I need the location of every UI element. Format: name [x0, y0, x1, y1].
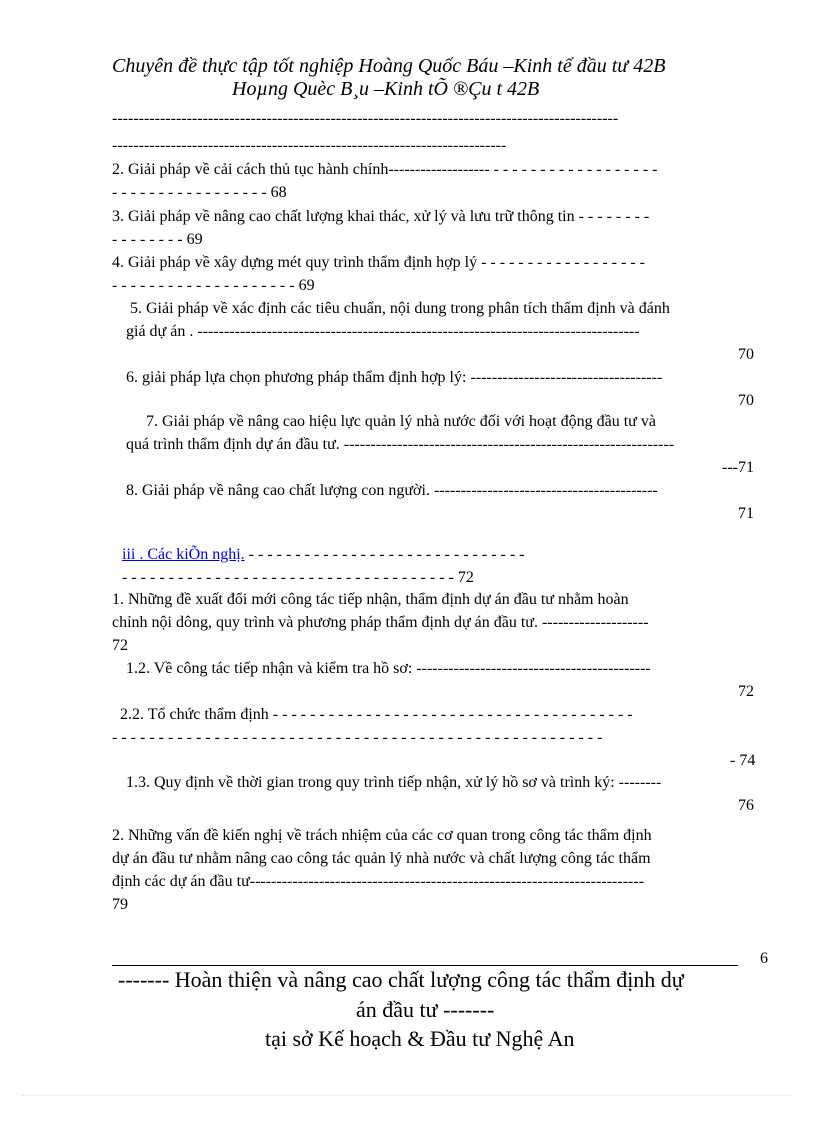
toc-entry-4: 4. Giải pháp về xây dựng mét quy trình thẩm định hợp lý - - - - - - - - - - - - - - - - - - — [112, 254, 645, 271]
toc-entry-2: 2. Giải pháp về cải cách thủ tục hành chính------------------- - - - - - - - - - - - - - - - - - - — [112, 161, 658, 178]
toc-entry-4-page: - - - - - - - - - - - - - - - - - - - - 69 — [112, 277, 315, 294]
toc-entry-5-cont: giá dự án . ----------------------------------------------------------------------------------- — [126, 323, 640, 340]
toc-kiennghi-1-2: 1.2. Về công tác tiếp nhận và kiểm tra hồ sơ: -------------------------------------------- — [126, 660, 651, 677]
section-iii-link[interactable]: iii . Các kiÕn nghị. — [122, 546, 245, 563]
page-number: 6 — [760, 950, 768, 967]
header-rule-2: -------------------------------------------------------------------------- — [112, 137, 507, 154]
header-title-line-encoded: Hoµng Quèc B¸u –Kinh tÕ ®Çu t 42B — [232, 78, 540, 100]
toc-entry-8: 8. Giải pháp về nâng cao chất lượng con người. ------------------------------------------ — [126, 482, 658, 499]
toc-entry-7-page: ---71 — [722, 459, 754, 476]
toc-kiennghi-2-cont2: định các dự án đầu tư-------------------------------------------------------------------------- — [112, 873, 645, 890]
footer-title-line-2: án đầu tư ------- — [356, 997, 495, 1022]
toc-entry-8-page: 71 — [738, 505, 754, 522]
toc-entry-6: 6. giải pháp lựa chọn phương pháp thẩm định hợp lý: ------------------------------------ — [126, 369, 663, 386]
toc-entry-5: 5. Giải pháp về xác định các tiêu chuẩn, nội dung trong phân tích thẩm định và đánh — [130, 300, 670, 317]
toc-kiennghi-1-cont: chỉnh nội dông, quy trình và phương pháp thẩm định dự án đầu tư. -------------------- — [112, 614, 649, 631]
toc-kiennghi-2-2-page: - 74 — [730, 752, 756, 769]
toc-kiennghi-1-2-page: 72 — [738, 683, 754, 700]
toc-kiennghi-2-cont: dự án đầu tư nhằm nâng cao công tác quản lý nhà nước và chất lượng công tác thẩm — [112, 850, 651, 867]
toc-entry-5-page: 70 — [738, 346, 754, 363]
header-rule-1: ----------------------------------------------------------------------------------------------- — [112, 110, 619, 127]
toc-entry-2-page: - - - - - - - - - - - - - - - - - 68 — [112, 184, 287, 201]
footer-rule — [112, 965, 738, 966]
toc-entry-7: 7. Giải pháp về nâng cao hiệu lực quản lý nhà nước đối với hoạt động đầu tư và — [146, 413, 656, 430]
toc-kiennghi-1-3: 1.3. Quy định về thời gian trong quy trình tiếp nhận, xử lý hồ sơ và trình ký: -------- — [126, 774, 662, 791]
section-iii-leader: - - - - - - - - - - - - - - - - - - - - - - - - - - - - - - — [244, 546, 525, 563]
toc-section-iii-page: - - - - - - - - - - - - - - - - - - - - - - - - - - - - - - - - - - - - 72 — [122, 569, 474, 586]
toc-kiennghi-1: 1. Những đề xuất đổi mới công tác tiếp nhận, thẩm định dự án đầu tư nhằm hoàn — [112, 591, 629, 608]
toc-entry-7-cont: quá trình thẩm định dự án đầu tư. -------------------------------------------------------------- — [126, 436, 675, 453]
toc-kiennghi-2-page: 79 — [112, 896, 128, 913]
toc-entry-3-page: - - - - - - - - 69 — [112, 231, 203, 248]
footer-title-line-3: tại sở Kế hoạch & Đầu tư Nghệ An — [265, 1026, 575, 1051]
toc-kiennghi-2-2-cont: - - - - - - - - - - - - - - - - - - - - - - - - - - - - - - - - - - - - - - - - - - - - - - - - - - - - - — [112, 729, 603, 746]
toc-kiennghi-1-page: 72 — [112, 637, 128, 654]
header-title-line: Chuyên đề thực tập tốt nghiệp Hoàng Quốc Báu –Kinh tế đầu tư 42B — [112, 55, 666, 77]
page-edge — [22, 1095, 794, 1096]
toc-kiennghi-2-2: 2.2. Tổ chức thẩm định - - - - - - - - - - - - - - - - - - - - - - - - - - - - - - - - - - - - - - - — [120, 706, 633, 723]
toc-section-iii — [122, 543, 525, 566]
footer-title-line-1: ------- Hoàn thiện và nâng cao chất lượng công tác thẩm định dự — [118, 967, 684, 992]
toc-entry-6-page: 70 — [738, 392, 754, 409]
toc-kiennghi-2: 2. Những vấn đề kiến nghị về trách nhiệm của các cơ quan trong công tác thẩm định — [112, 827, 652, 844]
toc-entry-3: 3. Giải pháp về nâng cao chất lượng khai thác, xử lý và lưu trữ thông tin - - - - - - - - — [112, 208, 650, 225]
toc-kiennghi-1-3-page: 76 — [738, 797, 754, 814]
